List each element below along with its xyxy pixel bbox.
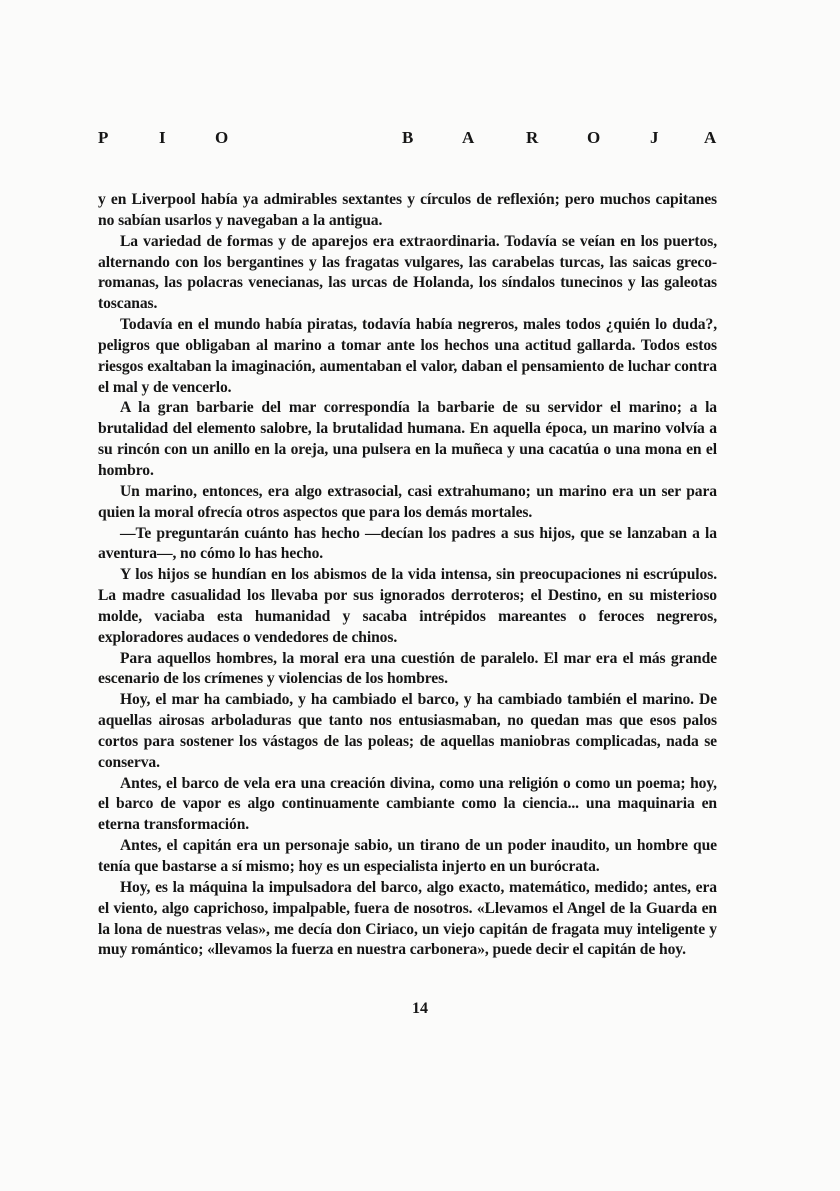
header-letter: A: [704, 128, 717, 147]
header-letter: P: [98, 128, 109, 147]
paragraph: y en Liverpool había ya admirables sextantes y círculos de reflexión; pero muchos capitanes no sabían usarlos y navegaban a la antigua.: [98, 191, 717, 229]
paragraph: Hoy, es la máquina la impulsadora del barco, algo exacto, matemático, medido; antes, era el viento, algo caprichoso, impalpable, fuera de nosotros. «Llevamos el Angel de la Guarda en la lona de nuestras velas», me decía don Ciriaco, un viejo capitán de fragata muy inteligente y muy romántico; «llevamos la fuerza en nuestra carbonera», puede decir el capitán de hoy.: [98, 878, 717, 959]
header-letter: R: [526, 128, 539, 147]
paragraph: Antes, el capitán era un personaje sabio, un tirano de un poder inaudito, un hombre que tenía que bastarse a sí mismo; hoy es un especialista injerto en un burócrata.: [98, 837, 717, 875]
header-letter: O: [215, 128, 229, 147]
header-letter: B: [402, 128, 414, 147]
header-letter: J: [650, 128, 659, 147]
paragraph: Para aquellos hombres, la moral era una cuestión de paralelo. El mar era el más grande escenario de los crímenes y violencias de los hombres.: [98, 649, 717, 688]
paragraph: Antes, el barco de vela era una creación divina, como una religión o como un poema; hoy, el barco de vapor es algo continuamente cambiante como la ciencia... una maquinaria en eterna transformación.: [98, 774, 717, 834]
paragraph: Un marino, entonces, era algo extrasocial, casi extrahumano; un marino era un ser para quien la moral ofrecía otros aspectos que para los demás mortales.: [98, 482, 717, 521]
paragraph: Hoy, el mar ha cambiado, y ha cambiado el barco, y ha cambiado también el marino. De aquellas airosas arboladuras que tanto nos entusiasmaban, no quedan mas que esos palos cortos para sostener los vástagos de las poleas; de aquellas maniobras complicadas, nada se conserva.: [98, 691, 717, 771]
paragraph: La variedad de formas y de aparejos era extraordinaria. Todavía se veían en los puertos, alternando con los bergantines y las fragatas vulgares, las carabelas turcas, las saicas greco-romanas, las polacras venecianas, las urcas de Holanda, los síndalos tunecinos y las galeotas toscanas.: [98, 232, 717, 313]
paragraph: —Te preguntarán cuánto has hecho —decían los padres a sus hijos, que se lanzaban a la aventura—, no cómo lo has hecho.: [98, 524, 717, 563]
header-letter: I: [159, 128, 166, 147]
header-letter: O: [587, 128, 601, 147]
paragraph: A la gran barbarie del mar correspondía la barbarie de su servidor el marino; a la brutalidad del elemento salobre, la brutalidad humana. En aquella época, un marino volvía a su rincón con un anillo en la oreja, una pulsera en la muñeca y una cacatúa o una mona en el hombro.: [98, 399, 717, 479]
body-text: [98, 190, 717, 961]
paragraph: Todavía en el mundo había piratas, todavía había negreros, males todos ¿quién lo duda?, peligros que obligaban al marino a tomar ante los hechos una actitud gallarda. Todos estos riesgos exaltaban la imaginación, aumentaban el valor, daban el pensamiento de luchar contra el mal y de vencerlo.: [98, 316, 717, 396]
running-header: [98, 128, 718, 158]
page-number: 14: [412, 1000, 428, 1017]
paragraph: Y los hijos se hundían en los abismos de la vida intensa, sin preocupaciones ni escrúpulos. La madre casualidad los llevaba por sus ignorados derroteros; el Destino, en su misterioso molde, vaciaba esta humanidad y sacaba intrépidos mareantes o feroces negreros, exploradores audaces o vendedores de chinos.: [98, 566, 717, 646]
header-letter: A: [462, 128, 475, 147]
